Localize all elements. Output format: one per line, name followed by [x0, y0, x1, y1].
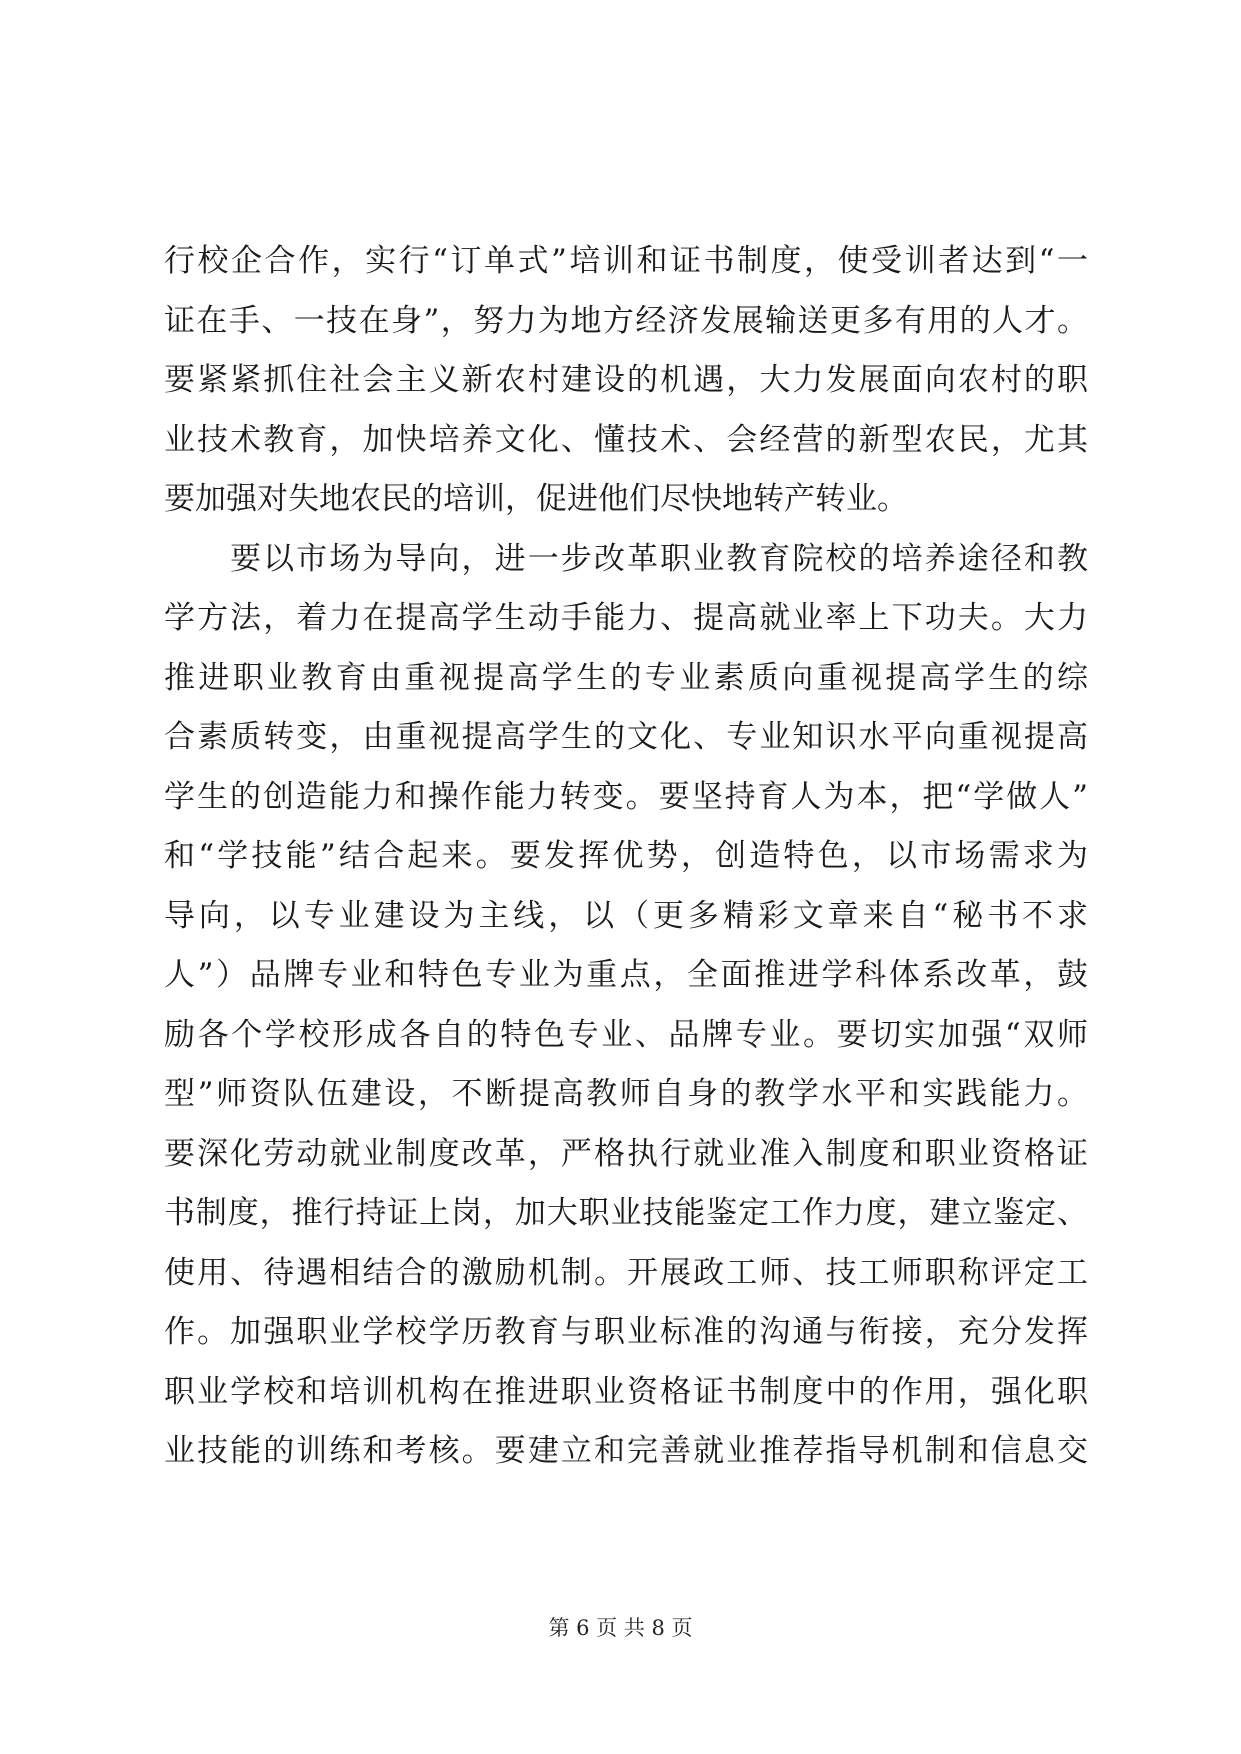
- text-line: 导向，以专业建设为主线，以（更多精彩文章来自“秘书不求: [164, 897, 1088, 934]
- text-line: 书制度，推行持证上岗，加大职业技能鉴定工作力度，建立鉴定、: [164, 1195, 1088, 1231]
- text-line: 要以市场为导向，进一步改革职业教育院校的培养途径和教: [230, 540, 1088, 577]
- text-line: 职业学校和培训机构在推进职业资格证书制度中的作用，强化职: [164, 1373, 1088, 1410]
- text-line: 证在手、一技在身”，努力为地方经济发展输送更多有用的人才。: [164, 302, 1088, 339]
- text-line: 人”）品牌专业和特色专业为重点，全面推进学科体系改革，鼓: [164, 957, 1088, 993]
- text-line: 业技能的训练和考核。要建立和完善就业推荐指导机制和信息交: [164, 1433, 1088, 1469]
- text-line: 型”师资队伍建设，不断提高教师自身的教学水平和实践能力。: [164, 1076, 1088, 1112]
- text-line: 行校企合作，实行“订单式”培训和证书制度，使受训者达到“一: [164, 243, 1088, 279]
- text-line: 作。加强职业学校学历教育与职业标准的沟通与衔接，充分发挥: [164, 1314, 1088, 1350]
- text-line: 要深化劳动就业制度改革，严格执行就业准入制度和职业资格证: [164, 1135, 1088, 1172]
- text-line: 学方法，着力在提高学生动手能力、提高就业率上下功夫。大力: [164, 600, 1088, 636]
- text-line: 和“学技能”结合起来。要发挥优势，创造特色，以市场需求为: [164, 838, 1088, 874]
- text-line: 推进职业教育由重视提高学生的专业素质向重视提高学生的综: [164, 659, 1088, 696]
- text-line: 学生的创造能力和操作能力转变。要坚持育人为本，把“学做人”: [164, 778, 1088, 815]
- body-text: [164, 232, 1088, 1482]
- text-line: 合素质转变，由重视提高学生的文化、专业知识水平向重视提高: [164, 719, 1088, 755]
- text-line: 业技术教育，加快培养文化、懂技术、会经营的新型农民，尤其: [164, 421, 1088, 458]
- text-line: 要加强对失地农民的培训，促进他们尽快地转产转业。: [164, 481, 908, 517]
- text-line: 励各个学校形成各自的特色专业、品牌专业。要切实加强“双师: [164, 1016, 1088, 1053]
- text-line: 使用、待遇相结合的激励机制。开展政工师、技工师职称评定工: [164, 1254, 1088, 1291]
- text-line: 要紧紧抓住社会主义新农村建设的机遇，大力发展面向农村的职: [164, 362, 1088, 398]
- page-footer: 第 6 页 共 8 页: [548, 1616, 693, 1640]
